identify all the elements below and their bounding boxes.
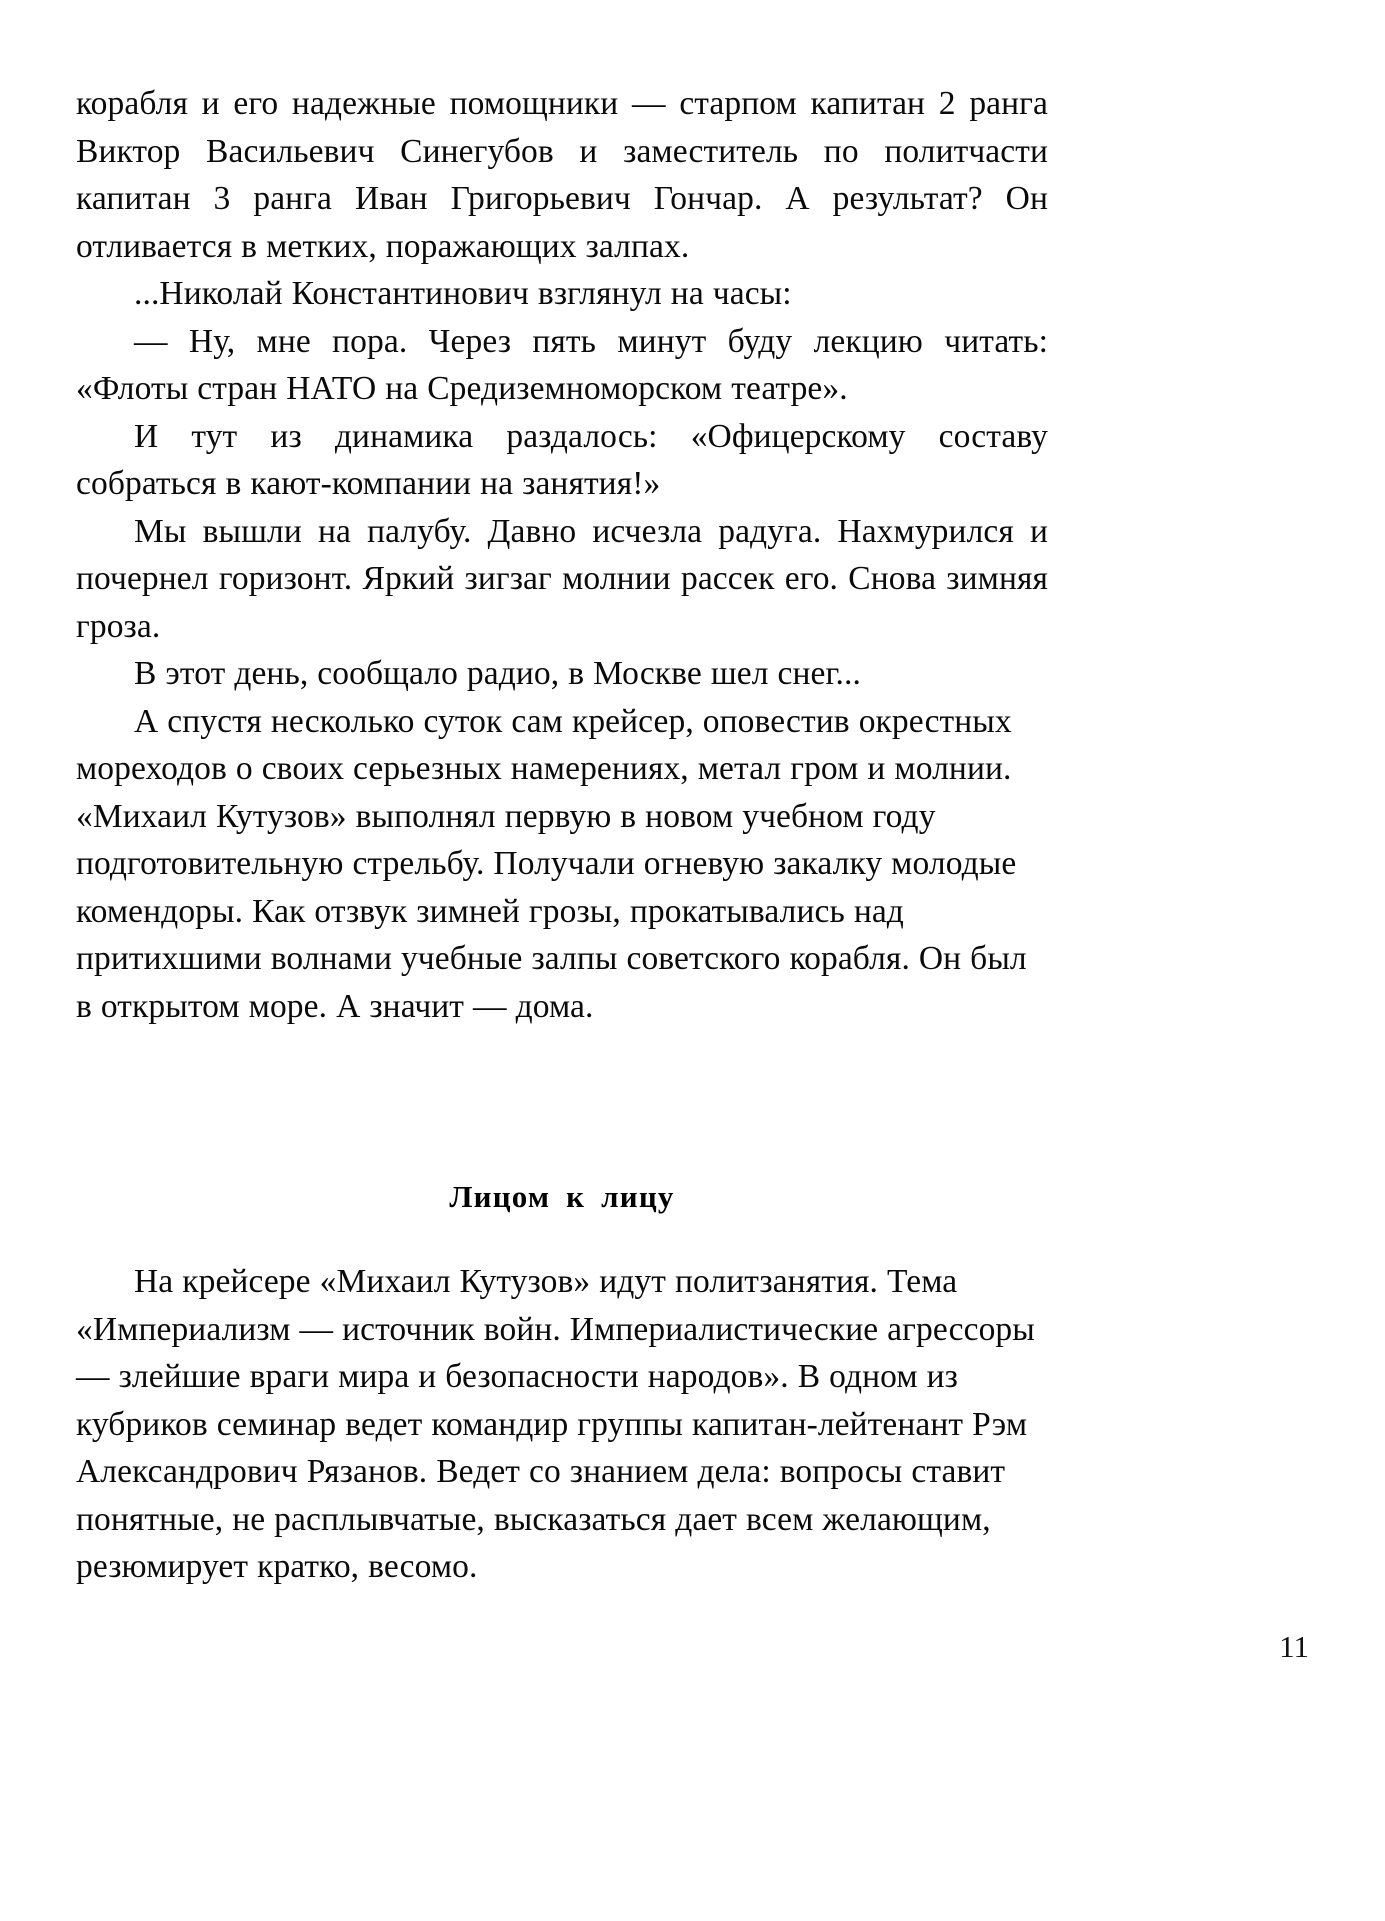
page-number: 11 — [1279, 1629, 1309, 1664]
paragraph: И тут из динамика раздалось: «Офицерскому составу собраться в кают-компании на занятия!» — [76, 417, 1048, 502]
section-heading: Лицом к лицу — [449, 1179, 675, 1214]
paragraph: ...Николай Константинович взглянул на часы: — [134, 275, 792, 312]
paragraph: А спустя несколько суток сам крейсер, оповестив окрестных мореходов о своих серьезных намерениях, метал гром и молнии. «Михаил Кутузов» выполнял первую в новом учебном году подготовительную стрельбу. Получали огневую закалку молодые комендоры. Как отзвук зимней грозы, прокатывались над притихшими волнами учебные залпы советского корабля. Он был в открытом море. А значит — дома. — [76, 702, 1027, 1025]
section-text-column — [76, 1258, 1048, 1591]
paragraph: Мы вышли на палубу. Давно исчезла радуга. Нахмурился и почернел горизонт. Яркий зигзаг молнии рассек его. Снова зимняя гроза. — [76, 512, 1048, 645]
paragraph: — Ну, мне пора. Через пять минут буду лекцию читать: «Флоты стран НАТО на Средиземноморском театре». — [76, 322, 1048, 407]
body-text-column — [76, 80, 1048, 1030]
paragraph: На крейсере «Михаил Кутузов» идут политзанятия. Тема «Империализм — источник войн. Империалистические агрессоры — злейшие враги мира и безопасности народов». В одном из кубриков семинар ведет командир группы капитан-лейтенант Рэм Александрович Рязанов. Ведет со знанием дела: вопросы ставит понятные, не расплывчатые, высказаться дает всем желающим, резюмирует кратко, весомо. — [76, 1263, 1035, 1585]
paragraph: В этот день, сообщало радио, в Москве шел снег... — [134, 655, 861, 692]
paragraph: корабля и его надежные помощники — старпом капитан 2 ранга Виктор Васильевич Синегубов и заместитель по политчасти капитан 3 ранга Иван Григорьевич Гончар. А результат? Он отливается в метких, поражающих залпах. — [76, 85, 1048, 265]
